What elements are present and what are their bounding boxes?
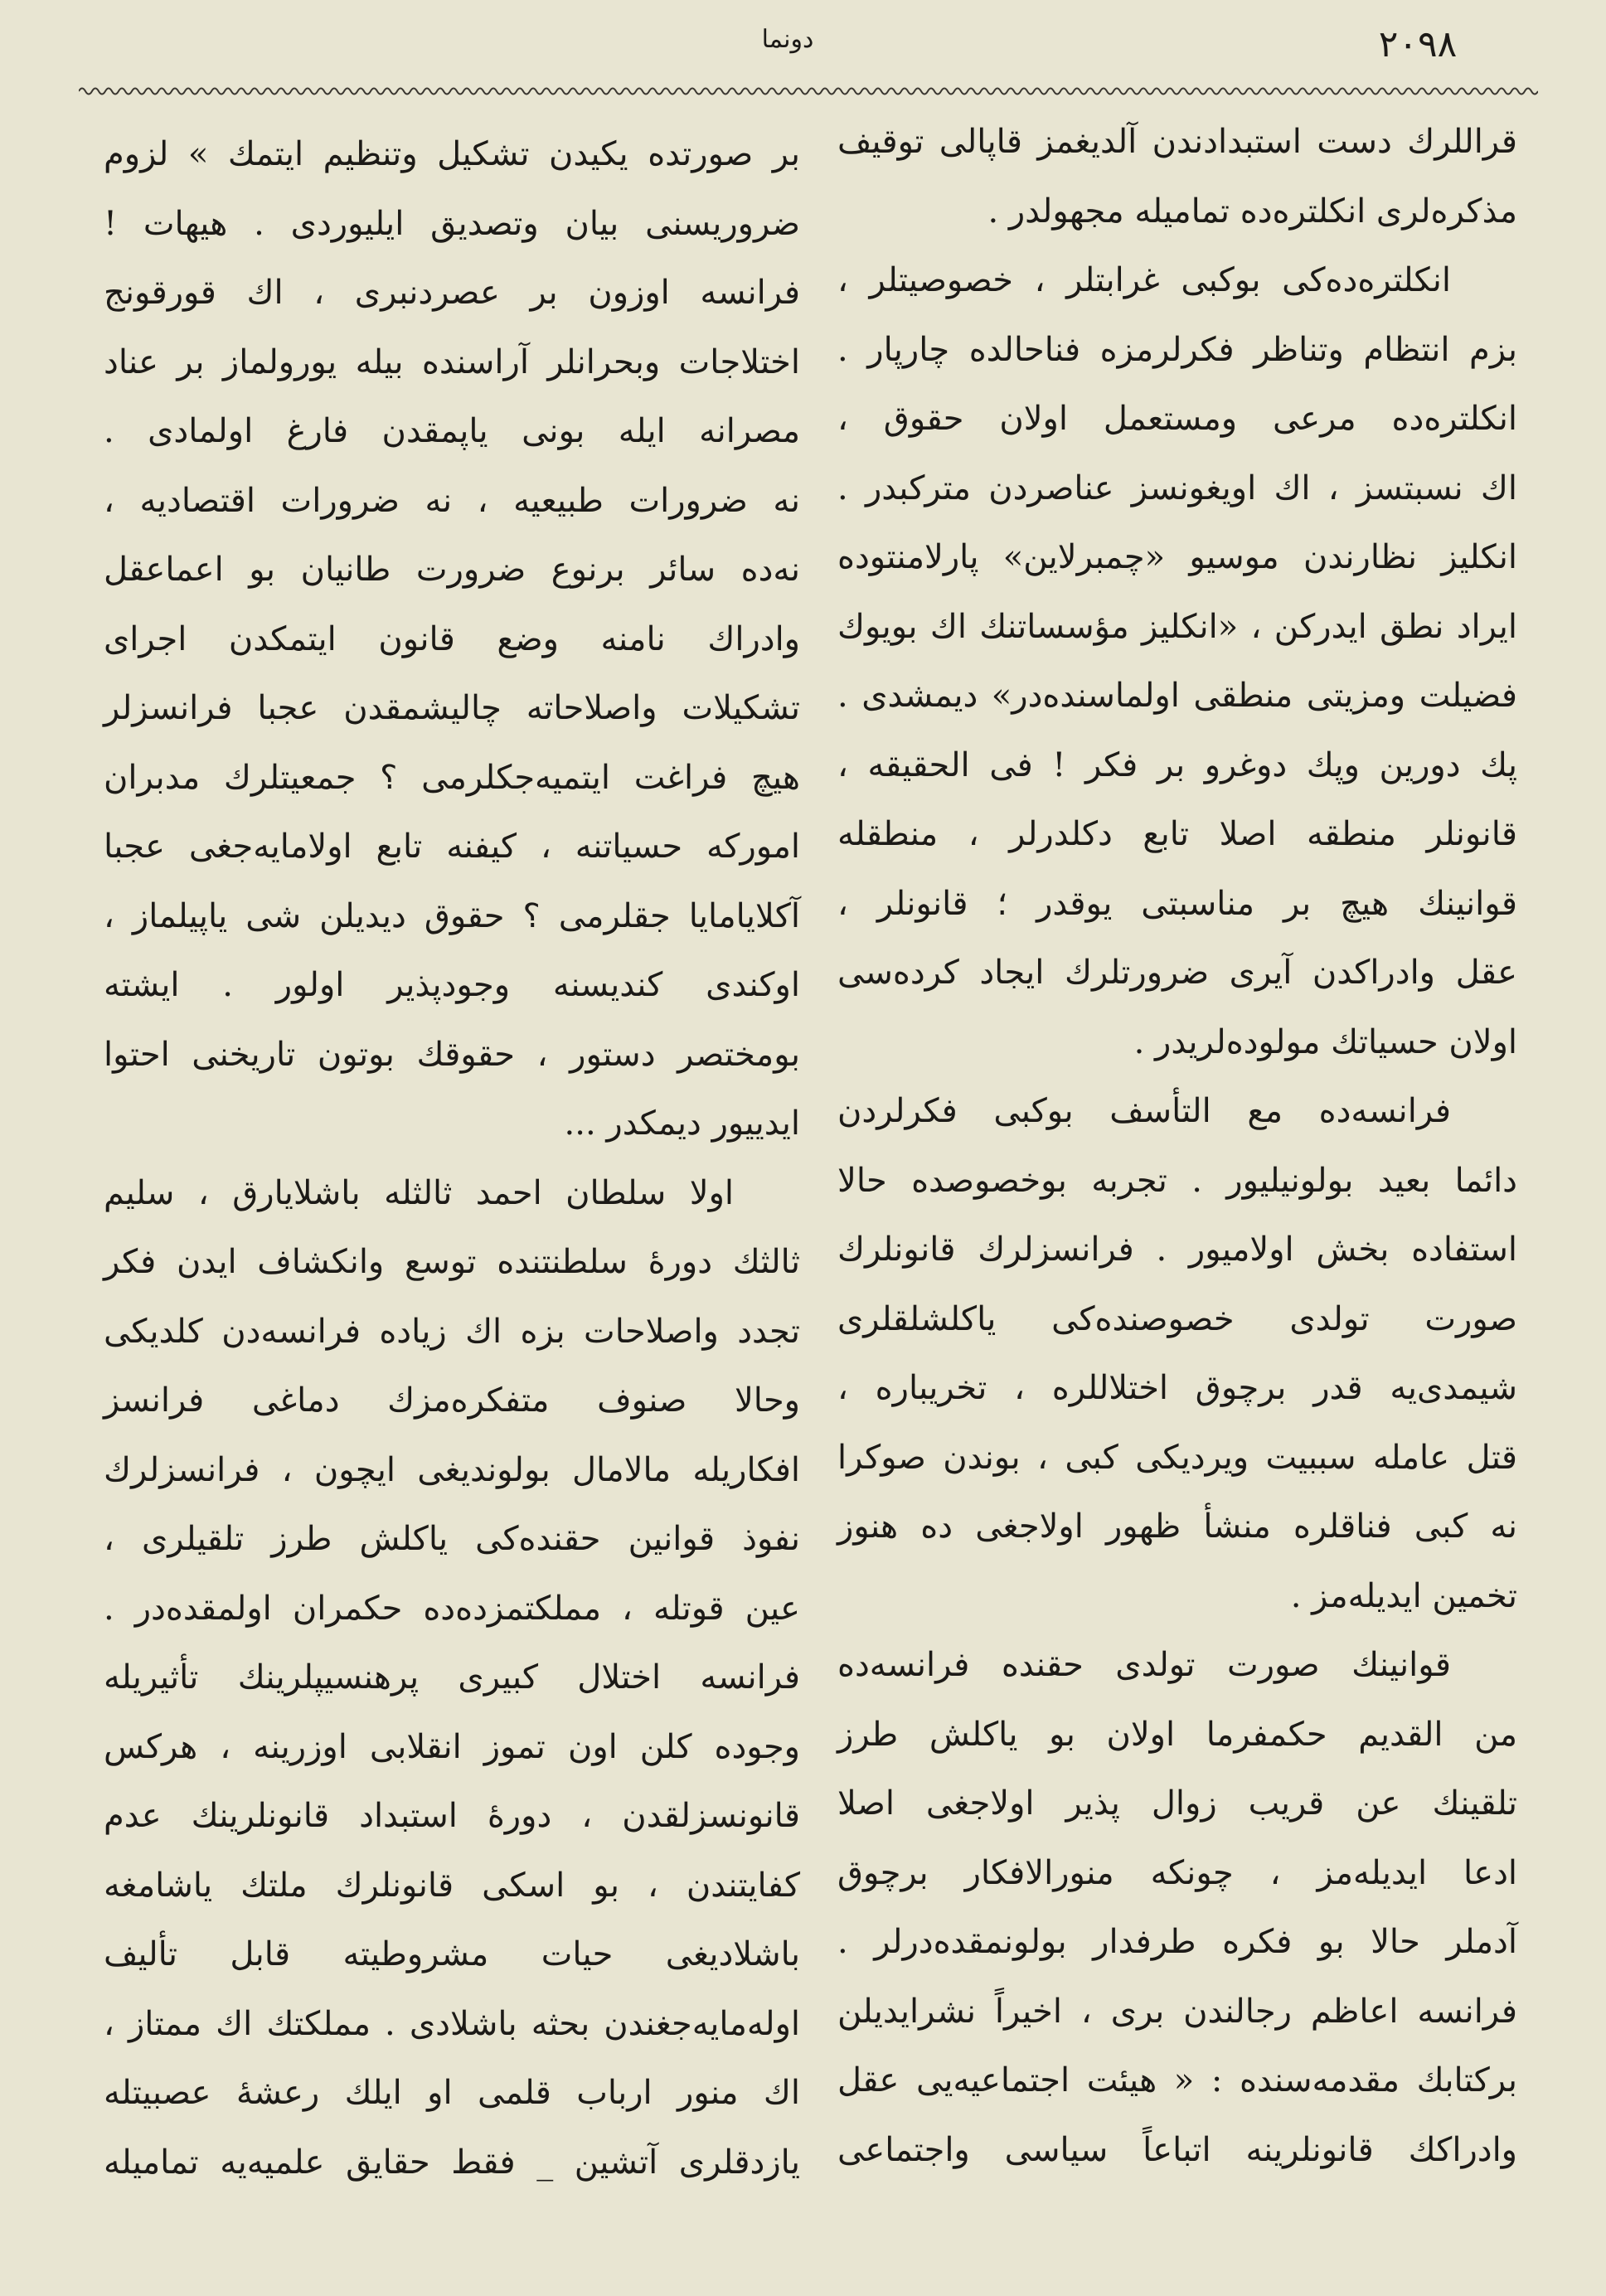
text-line: نه ضرورات طبيعيه ، نه ضرورات اقتصاديه ، — [104, 481, 800, 520]
text-line: پك دورين وپك دوغرو بر فكر ! فی الحقيقه ، — [837, 745, 1517, 784]
text-line: شيمدی‌يه قدر برچوق اختلاللره ، تخريباره ، — [837, 1369, 1517, 1407]
text-line: دائما بعيد بولونيليور . تجربه بوخصوصده حالا — [837, 1161, 1517, 1200]
text-line: مذكره‌لری انكلتره‌ده تماميله مجهولدر . — [987, 192, 1517, 231]
text-line: آدملر حالا بو فكره طرفدار بولونمقده‌درلر . — [837, 1923, 1517, 1961]
text-line: وجوده كلن اون تموز انقلابی اوزرينه ، هركس — [104, 1727, 800, 1766]
text-line: انكلتره‌ده مرعی ومستعمل اولان حقوق ، — [837, 400, 1517, 438]
text-line: انكليز نظارندن موسيو «چمبرلاين» پارلامنتوده — [837, 538, 1517, 576]
text-line: اولان حسياتك مولوده‌لريدر . — [1133, 1022, 1517, 1061]
text-line: مصرانه ايله بونی ياپمقدن فارغ اولمادی . — [104, 412, 800, 450]
text-line: اك منور ارباب قلمی او ايلك رعشهٔ عصبيتله — [104, 2074, 800, 2112]
text-line: نه كبی فناقلره منشأ ظهور اولاجغی ده هنوز — [837, 1507, 1517, 1546]
text-line: اك نسبتسز ، اك اويغونسز عناصردن متركبدر . — [837, 468, 1517, 507]
text-line: افكاريله مالامال بولونديغی ايچون ، فرانسزلرك — [104, 1450, 800, 1489]
left-column — [104, 120, 800, 2197]
text-line: وادراكك قانونلرينه اتباعاً سياسی واجتماعی — [837, 2130, 1517, 2169]
text-line: فرانسه اعاظم رجالندن بری ، اخيراً نشرايديلن — [837, 1992, 1517, 2031]
text-line: عين قوتله ، مملكتمزده‌ده حكمران اولمقده‌در . — [104, 1589, 800, 1628]
text-line: كفايتندن ، بو اسكی قانونلرك ملتك ياشامغه — [104, 1866, 800, 1905]
text-line: اموركه حسياتنه ، كيفنه تابع اولامايه‌جغی عجبا — [104, 828, 800, 866]
text-line: قانونلر منطقه اصلا تابع دكلدرلر ، منطقله — [837, 815, 1517, 853]
text-line: بر صورتده يكيدن تشكيل وتنظيم ايتمك » لزوم — [104, 135, 800, 173]
text-line: استفاده بخش اولاميور . فرانسزلرك قانونلرك — [837, 1231, 1517, 1269]
text-line: قانونسزلقدن ، دورهٔ استبداد قانونلرينك عدم — [104, 1797, 800, 1835]
text-line: اوله‌مايه‌جغندن بحثه باشلادی . مملكتك اك ممتاز ، — [104, 2004, 800, 2043]
text-line: بركتابك مقدمه‌سنده : « هيئت اجتماعيه‌يی عقل — [837, 2061, 1517, 2099]
text-line: اختلاجات وبحرانلر آراسنده بيله يورولماز بر عناد — [104, 342, 800, 381]
text-line: فضيلت ومزيتی منطقی اولماسنده‌در» ديمشدی . — [837, 677, 1517, 715]
text-line: يازدقلری آتشين _ فقط حقايق علميه‌يه تماميله — [104, 2143, 800, 2182]
text-line: ايراد نطق ايدركن ، «انكليز مؤسساتنك اك بويوك — [837, 607, 1517, 646]
text-line: هيچ فراغت ايتميه‌جكلرمی ؟ جمعيتلرك مدبران — [104, 758, 800, 797]
running-title: دونما — [761, 25, 814, 54]
text-line: فرانسه اوزون بر عصردنبری ، اك قورقونج — [104, 274, 800, 312]
text-line: قوانينك صورت تولدی حقنده فرانسه‌ده — [837, 1646, 1451, 1684]
text-line: وادراك نامنه وضع قانون ايتمكدن اجرای — [104, 619, 800, 658]
wavy-header-rule — [79, 81, 1538, 101]
text-line: بزم انتظام وتناظر فكرلرمزه فناحالده چارپار . — [837, 330, 1517, 369]
text-line: ضروريسنی بيان وتصديق ايليوردی . هيهات ! — [104, 204, 800, 243]
text-line: من القديم حكمفرما اولان بو ياكلش طرز — [837, 1715, 1517, 1754]
text-line: ايدييور ديمكدر ... — [564, 1104, 800, 1143]
page-number: ٢٠٩٨ — [1378, 23, 1458, 66]
text-line: آكلايامايا جقلرمی ؟ حقوق ديدیلن شی ياپيلماز ، — [104, 896, 800, 935]
text-line: نه‌ده سائر برنوع ضرورت طانيان بو اعماعقل — [104, 551, 800, 589]
text-line: قتل عامله سببيت ويرديكی كبی ، بوندن صوكرا — [837, 1438, 1517, 1477]
text-line: صورت تولدی خصوصنده‌كی ياكلشلقلری — [837, 1299, 1517, 1338]
text-line: اولا سلطان احمد ثالثله باشلايارق ، سليم — [104, 1173, 734, 1212]
text-line: باشلاديغی حيات مشروطيته قابل تأليف — [104, 1935, 800, 1973]
text-line: تخمين ايديله‌مز . — [1290, 1576, 1517, 1615]
text-line: قراللرك دست استبدادندن آلدیغمز قاپالی توقیف — [837, 123, 1517, 161]
text-line: ادعا ايديله‌مز ، چونكه منورالافكار برچوق — [837, 1853, 1517, 1892]
text-line: فرانسه‌ده مع التأسف بوكبی فكرلردن — [837, 1092, 1451, 1130]
text-line: بومختصر دستور ، حقوقك بوتون تاريخنی احتوا — [104, 1035, 800, 1074]
text-line: تشكيلات واصلاحاته چاليشمقدن عجبا فرانسزلر — [104, 689, 800, 727]
text-line: تجدد واصلاحات بزه اك زياده فرانسه‌دن كلديكی — [104, 1312, 800, 1351]
text-line: انكلتره‌ده‌كی بوكبی غرابتلر ، خصوصيتلر ، — [837, 261, 1451, 299]
text-line: وحالا صنوف متفكره‌مزك دماغی فرانسز — [104, 1381, 800, 1420]
text-line: عقل وادراكدن آيری ضرورتلرك ايجاد كرده‌سی — [837, 954, 1517, 992]
text-line: اوكندی كنديسنه وجودپذير اولور . ايشته — [104, 966, 800, 1004]
text-line: نفوذ قوانين حقنده‌كی ياكلش طرز تلقيلری ، — [104, 1520, 800, 1558]
text-line: ثالثك دورهٔ سلطنتنده توسع وانكشاف ايدن فكر — [104, 1243, 800, 1281]
text-line: تلقينك عن قريب زوال پذير اولاجغی اصلا — [837, 1784, 1517, 1823]
right-column — [837, 108, 1517, 2185]
text-line: قوانينك هيچ بر مناسبتی يوقدر ؛ قانونلر ، — [837, 884, 1517, 923]
text-line: فرانسه اختلال كبيری پرهنسيپلرينك تأثيريله — [104, 1658, 800, 1697]
